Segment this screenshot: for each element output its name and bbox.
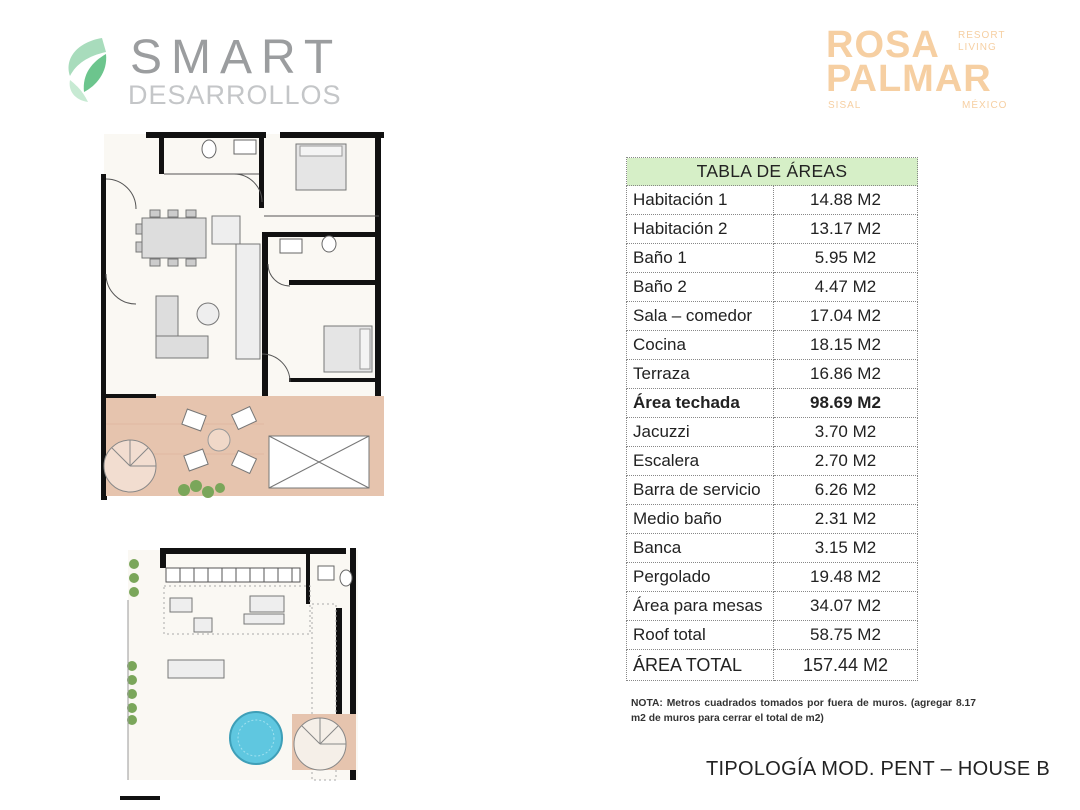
area-value: 157.44 M2 xyxy=(774,650,918,681)
area-value: 13.17 M2 xyxy=(774,215,918,244)
area-value: 34.07 M2 xyxy=(774,592,918,621)
area-value: 17.04 M2 xyxy=(774,302,918,331)
area-name: Escalera xyxy=(627,447,774,476)
area-value: 3.15 M2 xyxy=(774,534,918,563)
table-row xyxy=(627,418,918,447)
area-value: 3.70 M2 xyxy=(774,418,918,447)
area-name: ÁREA TOTAL xyxy=(627,650,774,681)
table-row xyxy=(627,505,918,534)
table-row xyxy=(627,360,918,389)
areas-table-title: TABLA DE ÁREAS xyxy=(627,158,918,186)
area-name: Terraza xyxy=(627,360,774,389)
logo-mexico: MÉXICO xyxy=(962,100,1008,111)
table-row-subtotal xyxy=(627,389,918,418)
logo-palmar: PALMAR xyxy=(826,58,992,100)
area-value: 19.48 M2 xyxy=(774,563,918,592)
table-row xyxy=(627,621,918,650)
area-value: 14.88 M2 xyxy=(774,186,918,215)
area-name: Barra de servicio xyxy=(627,476,774,505)
table-row xyxy=(627,273,918,302)
area-name: Habitación 1 xyxy=(627,186,774,215)
area-name: Banca xyxy=(627,534,774,563)
smart-subtitle: DESARROLLOS xyxy=(128,80,342,110)
table-row xyxy=(627,215,918,244)
area-name: Medio baño xyxy=(627,505,774,534)
area-name: Jacuzzi xyxy=(627,418,774,447)
table-row xyxy=(627,331,918,360)
areas-table xyxy=(626,157,918,681)
table-row xyxy=(627,447,918,476)
logo-living: LIVING xyxy=(958,42,997,53)
area-name: Área techada xyxy=(627,389,774,418)
floor-plan-roof xyxy=(84,540,374,800)
floor-plan-level-1 xyxy=(84,124,389,524)
area-name: Baño 2 xyxy=(627,273,774,302)
areas-note: NOTA: Metros cuadrados tomados por fuera de muros. (agregar 8.17 m2 de muros para cerrar el total de m2) xyxy=(631,698,976,724)
rosa-palmar-logo xyxy=(826,26,1016,116)
table-row xyxy=(627,534,918,563)
area-name: Área para mesas xyxy=(627,592,774,621)
area-name: Roof total xyxy=(627,621,774,650)
area-name: Cocina xyxy=(627,331,774,360)
area-value: 2.70 M2 xyxy=(774,447,918,476)
area-name: Habitación 2 xyxy=(627,215,774,244)
area-value: 4.47 M2 xyxy=(774,273,918,302)
area-value: 58.75 M2 xyxy=(774,621,918,650)
logo-sisal: SISAL xyxy=(828,100,862,111)
table-row-total xyxy=(627,650,918,681)
area-value: 18.15 M2 xyxy=(774,331,918,360)
area-name: Sala – comedor xyxy=(627,302,774,331)
table-row xyxy=(627,244,918,273)
area-value: 6.26 M2 xyxy=(774,476,918,505)
area-value: 2.31 M2 xyxy=(774,505,918,534)
table-row xyxy=(627,592,918,621)
area-value: 16.86 M2 xyxy=(774,360,918,389)
area-name: Pergolado xyxy=(627,563,774,592)
table-row xyxy=(627,186,918,215)
area-value: 98.69 M2 xyxy=(774,389,918,418)
table-row xyxy=(627,302,918,331)
logo-resort: RESORT xyxy=(958,30,1006,41)
area-value: 5.95 M2 xyxy=(774,244,918,273)
table-row xyxy=(627,563,918,592)
smart-desarrollos-logo xyxy=(62,31,343,110)
logo-rosa: ROSA xyxy=(826,24,940,66)
area-name: Baño 1 xyxy=(627,244,774,273)
smart-leaf-icon xyxy=(62,36,112,104)
typology-caption: TIPOLOGÍA MOD. PENT – HOUSE B xyxy=(706,758,1050,780)
table-row xyxy=(627,476,918,505)
smart-wordmark: SMART xyxy=(130,31,343,84)
